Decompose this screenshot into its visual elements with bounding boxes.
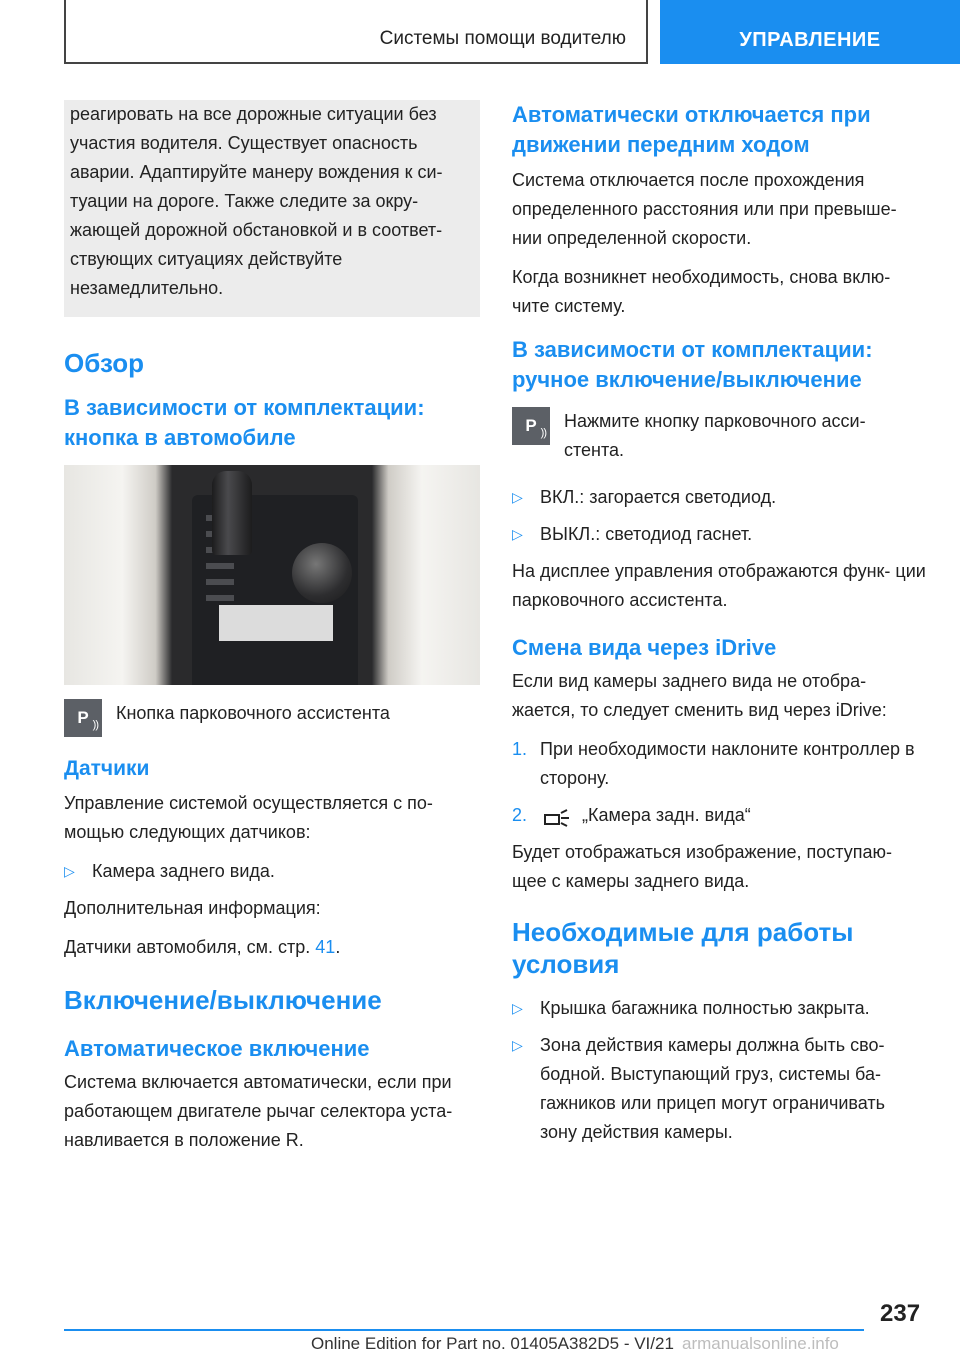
press-button-row <box>512 407 926 465</box>
auto-off-text: Система отключается после прохождения определенного расстояния или при превыше- нии определенной скорости. <box>512 170 897 248</box>
list-item: ▷ ВКЛ.: загорается светодиод. <box>512 483 926 512</box>
auto-off-text-2: Когда возникнет необходимость, снова вклю- чите систему. <box>512 267 891 316</box>
press-text: Нажмите кнопку парковочного асси- стента. <box>564 411 866 460</box>
conditions-list <box>512 994 926 1147</box>
edition-text: Online Edition for Part no. 01405A382D5 - VI/21 <box>311 1334 674 1353</box>
bullet-icon: ▷ <box>512 1000 523 1016</box>
list-item: ▷ Камера заднего вида. <box>64 857 480 886</box>
section-header <box>64 0 648 64</box>
heading-overview: Обзор <box>64 348 144 378</box>
more-info: Дополнительная информация: <box>64 898 321 918</box>
warning-line: ствующих ситуациях действуйте <box>70 249 343 269</box>
warning-line: жающей дорожной обстановкой и в соответ- <box>70 220 443 240</box>
sensors-text: Управление системой осуществляется с по- мощью следующих датчиков: <box>64 793 433 842</box>
warning-line: аварии. Адаптируйте манеру вождения к си- <box>70 162 443 182</box>
console-tray <box>219 605 333 641</box>
heading-auto-on: Автоматическое включение <box>64 1036 370 1061</box>
bullet-icon: ▷ <box>512 526 523 542</box>
page-link[interactable]: 41 <box>315 937 336 957</box>
steps-list <box>512 735 926 830</box>
warning-box <box>64 100 480 317</box>
list-item: ▷ Зона действия камеры должна быть сво- бодной. Выступающий груз, системы ба- гажников или прицеп могут ограничивать зону действия камеры. <box>512 1031 926 1147</box>
bullet-icon: ▷ <box>512 489 523 505</box>
heading-conditions: Необходимые для работы условия <box>512 917 854 979</box>
button-caption: Кнопка парковочного ассистента <box>116 703 390 723</box>
heading-auto-off: Автоматически отключается при движении передним ходом <box>512 102 871 157</box>
left-column <box>64 100 480 1165</box>
warning-line: участия водителя. Существует опасность <box>70 133 418 153</box>
list-item: 1. При необходимости наклоните контроллер в сторону. <box>512 739 915 788</box>
button-legend <box>64 699 480 737</box>
heading-sensors: Датчики <box>64 757 150 780</box>
heading-button-in-car: В зависимости от комплектации: кнопка в автомобиле <box>64 395 425 450</box>
watermark: armanualsonline.info <box>682 1334 839 1353</box>
step2-result: Будет отображаться изображение, поступаю- щее с камеры заднего вида. <box>512 842 892 891</box>
page-number: 237 <box>880 1300 921 1327</box>
chapter-title: УПРАВЛЕНИЕ <box>739 29 881 51</box>
parking-assist-icon: P )) <box>64 699 102 737</box>
view-text: Если вид камеры заднего вида не отобра- жается, то следует сменить вид через iDrive: <box>512 671 887 720</box>
footer-rule <box>64 1329 864 1331</box>
chapter-tab[interactable] <box>660 0 960 64</box>
warning-line: туации на дороге. Также следите за окру- <box>70 191 419 211</box>
right-column <box>512 100 926 1155</box>
bullet-icon: ▷ <box>512 1037 523 1053</box>
list-item: ▷ ВЫКЛ.: светодиод гаснет. <box>512 520 926 549</box>
parking-assist-icon: P )) <box>512 407 550 445</box>
sensors-list <box>64 857 480 886</box>
heading-on-off: Включение/выключение <box>64 985 382 1015</box>
list-item: ▷ Крышка багажника полностью закрыта. <box>512 994 926 1023</box>
heading-view-change: Смена вида через iDrive <box>512 635 777 660</box>
warning-line: незамедлительно. <box>70 278 224 298</box>
heading-manual: В зависимости от комплектации: ручное включение/выключение <box>512 337 873 392</box>
idrive-controller <box>292 543 352 603</box>
gear-console-photo <box>64 465 480 685</box>
auto-on-text: Система включается автоматически, если при работающем двигателе рычаг селектора уста- навливается в положение R. <box>64 1072 453 1150</box>
warning-line: реагировать на все дорожные ситуации без <box>70 104 437 124</box>
display-text: На дисплее управления отображаются функ- ции парковочного ассистента. <box>512 561 926 610</box>
section-title: Системы помощи водителю <box>379 28 626 49</box>
sensors-reference: Датчики автомобиля, см. стр. 41. <box>64 937 341 957</box>
rear-camera-icon <box>544 807 572 825</box>
bullet-icon: ▷ <box>64 863 75 879</box>
led-list <box>512 483 926 549</box>
gear-lever <box>212 471 252 555</box>
list-item: 2. „Камера задн. вида“ <box>512 805 751 825</box>
